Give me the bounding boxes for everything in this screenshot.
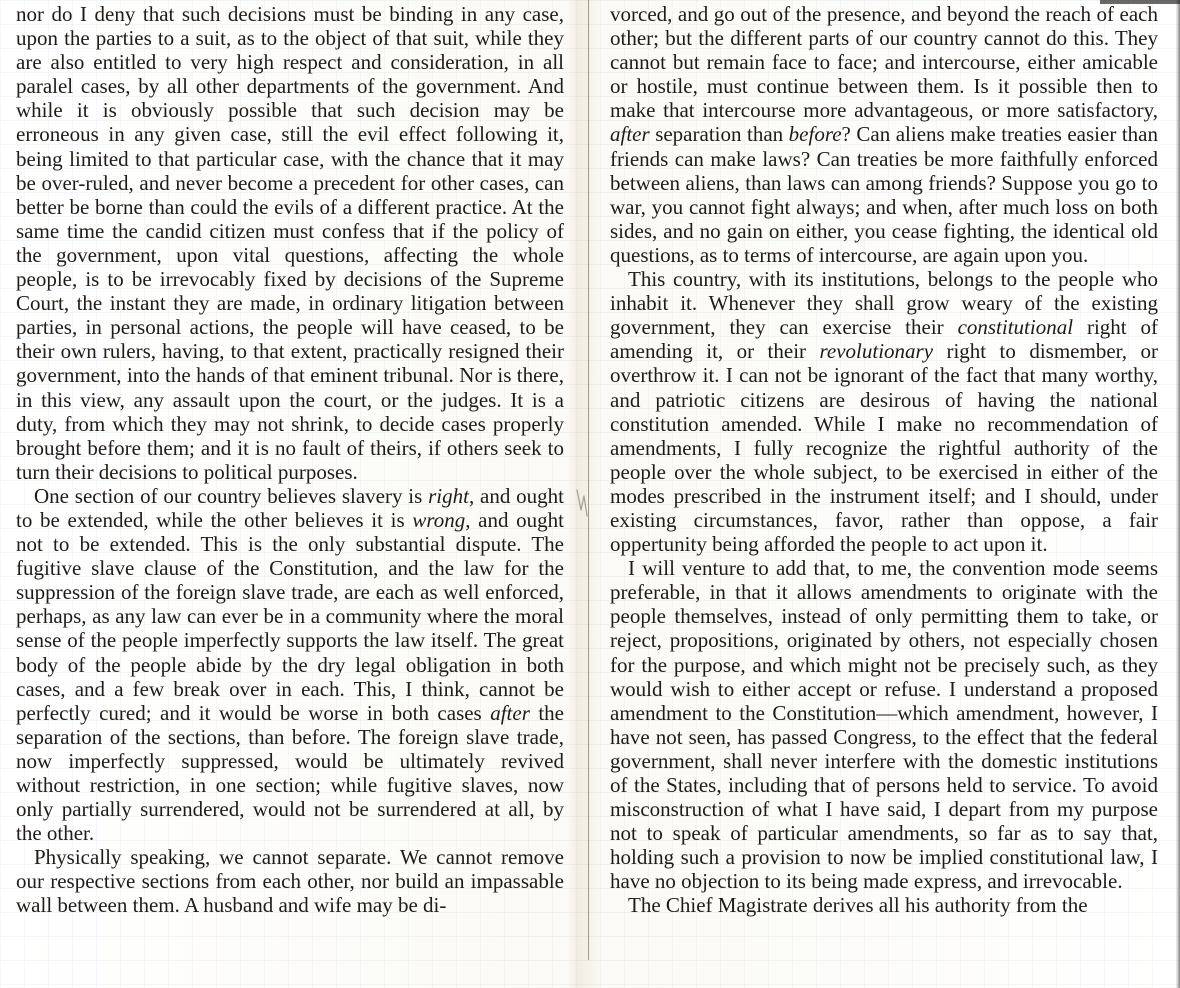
left-paragraph-2 xyxy=(16,484,564,845)
right-paragraph-2 xyxy=(610,267,1158,556)
right-text-column xyxy=(610,2,1158,918)
emphasis-after: after xyxy=(490,700,530,725)
right-paragraph-2-part-b: right of amending it, or their xyxy=(610,315,1158,364)
right-paragraph-3: I will venture to add that, to me, the convention mode seems preferable, in that it allows amendments to originate with the people themselves, instead of only permitting them to take, or reject, propositions, originated by others, not especially chosen for the purpose, and which might not be precisely such, as they would wish to either accept or refuse. I understand a proposed amendment to the Constitution—which amendment, however, I have not seen, has passed Congress, to the effect that the federal government, shall never interfere with the domestic institutions of the States, including that of persons held to service. To avoid misconstruction of what I have said, I depart from my purpose not to speak of particular amendments, so far as to say that, holding such a provision to now be implied constitutional law, I have no objection to its being made express, and irrevocable. xyxy=(610,556,1158,894)
emphasis-after-right: after xyxy=(610,122,650,147)
right-paragraph-1-part-c: ? Can aliens make treaties easier than friends can make laws? Can treaties be more faithfully enforced between aliens, than laws can among friends? Suppose you go to war, you cannot fight always; and when, after much loss on both sides, and no gain on either, you cease fighting, the identical old questions, as to terms of intercourse, are again upon you. xyxy=(610,122,1158,267)
left-paragraph-2-part-b: , and ought to be extended, while the other believes it is xyxy=(16,483,564,532)
right-paragraph-2-part-c: right to dismember, or overthrow it. I can not be ignorant of the fact that many worthy, and patriotic citizens are desirous of having the national constitution amended. While I make no recommendation of amendments, I fully recognize the rightful authority of the people over the whole subject, to be exercised in either of the modes prescribed in the instrument itself; and I should, under existing circumstances, favor, rather than oppose, a fair oppertunity being afforded the people to act upon it. xyxy=(610,339,1158,557)
left-paragraph-3: Physically speaking, we cannot separate. We cannot remove our respective sections from each other, nor build an impassable wall between them. A husband and wife may be di- xyxy=(16,845,564,918)
left-paragraph-2-part-a: One section of our country believes slavery is xyxy=(34,483,429,508)
left-paragraph-2-part-c: , and ought not to be extended. This is the only substantial dispute. The fugitive slave clause of the Constitution, and the law for the suppression of the foreign slave trade, are each as well enforced, perhaps, as any law can ever be in a community where the moral sense of the people imperfectly supports the law itself. The great body of the people abide by the dry legal obligation in both cases, and a few break over in each. This, I think, cannot be perfectly cured; and it would be worse in both cases xyxy=(16,507,565,725)
emphasis-constitutional: constitutional xyxy=(957,315,1074,340)
emphasis-right: right xyxy=(428,483,469,508)
left-paragraph-2-part-d: the separation of the sections, than before. The foreign slave trade, now imperfectly suppressed, would be ultimately revived without restriction, in one section; while fugitive slaves, now only partially surrendered, would not be surrendered at all, by the other. xyxy=(16,700,564,846)
right-paragraph-2-part-a: This country, with its institutions, belongs to the people who inhabit it. Whenever they shall grow weary of the existing government, they can exercise their xyxy=(610,267,1158,340)
left-paragraph-1: nor do I deny that such decisions must be binding in any case, upon the parties to a suit, as to the object of that suit, while they are also entitled to very high respect and consideration, in all paralel cases, by all other departments of the government. And while it is obviously possible that such decision may be erroneous in any given case, still the evil effect following it, being limited to that particular case, with the chance that it may be over-ruled, and never become a precedent for other cases, can better be borne than could the evils of a different practice. At the same time the candid citizen must confess that if the policy of the government, upon vital questions, affecting the whole people, is to be irrevocably fixed by decisions of the Supreme Court, the instant they are made, in ordinary litigation between parties, in personal actions, the people will have ceased, to be their own rulers, having, to that extent, practically resigned their government, into the hands of that eminent tribunal. Nor is there, in this view, any assault upon the court, or the judges. It is a duty, from which they may not shrink, to decide cases properly brought before them; and it is no fault of theirs, if others seek to turn their decisions to political purposes. xyxy=(16,2,564,484)
emphasis-wrong: wrong xyxy=(412,507,466,532)
right-paragraph-4: The Chief Magistrate derives all his authority from the xyxy=(628,893,1088,918)
page-edge-shadow xyxy=(1176,0,1180,988)
left-text-column xyxy=(16,2,564,918)
column-divider xyxy=(588,0,589,960)
right-paragraph-1-part-b: separation than xyxy=(649,122,789,147)
right-paragraph-1 xyxy=(610,2,1158,267)
emphasis-revolutionary: revolutionary xyxy=(819,339,934,364)
right-paragraph-1-part-a: vorced, and go out of the presence, and beyond the reach of each other; but the different parts of our country cannot do this. They cannot but remain face to face; and intercourse, either amicable or hostile, must continue between them. Is it possible then to make that intercourse more advantageous, or more satisfactory, xyxy=(610,2,1158,123)
emphasis-before: before xyxy=(788,122,842,147)
